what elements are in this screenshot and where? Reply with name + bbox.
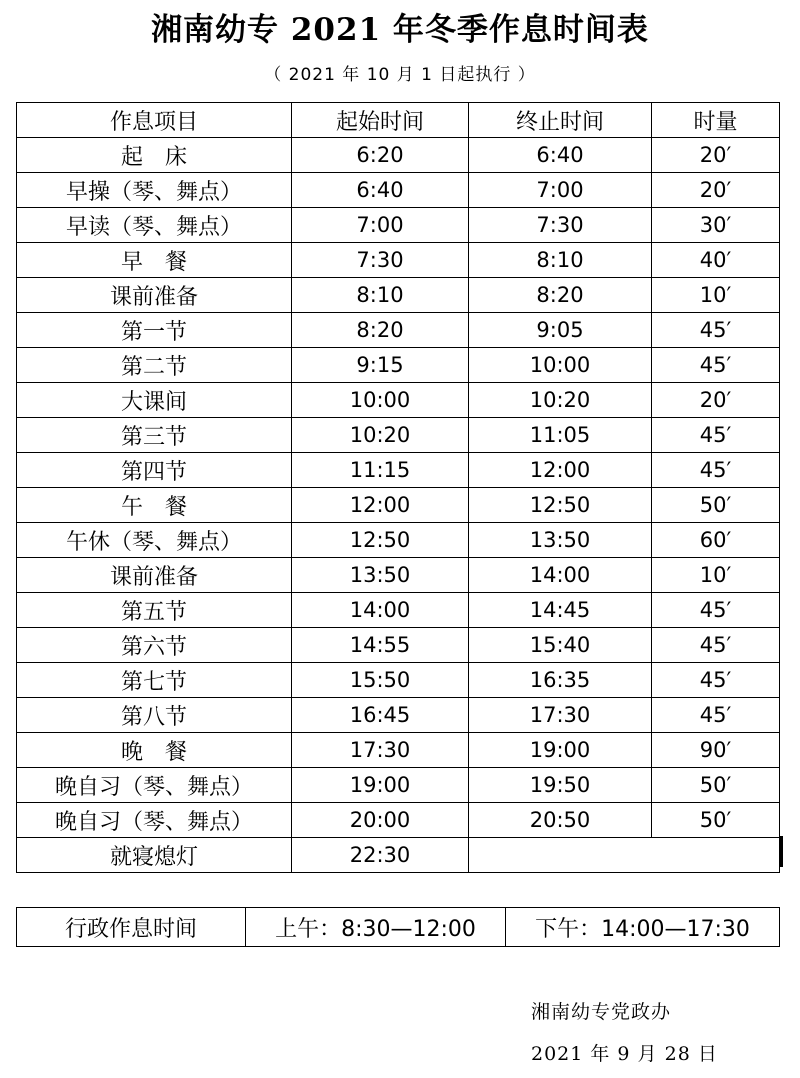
cell-duration: 45′ (652, 348, 780, 383)
cell-duration: 30′ (652, 208, 780, 243)
cell-start: 19:00 (292, 768, 469, 803)
header-item: 作息项目 (17, 103, 292, 138)
cell-end: 6:40 (469, 138, 652, 173)
cell-item: 晚自习（琴、舞点） (17, 803, 292, 838)
cell-end: 9:05 (469, 313, 652, 348)
cell-end: 16:35 (469, 663, 652, 698)
cell-item: 课前准备 (17, 278, 292, 313)
table-row (17, 698, 780, 733)
cell-start: 16:45 (292, 698, 469, 733)
table-row (17, 418, 780, 453)
cell-duration: 20′ (652, 138, 780, 173)
cell-end: 17:30 (469, 698, 652, 733)
admin-row (17, 908, 780, 947)
table-row (17, 628, 780, 663)
table-row (17, 278, 780, 313)
cell-item: 第三节 (17, 418, 292, 453)
page-title: 湘南幼专 2021 年冬季作息时间表 (151, 12, 649, 48)
admin-morning: 上午：8:30—12:00 (246, 908, 506, 947)
table-row (17, 803, 780, 838)
cell-end: 11:05 (469, 418, 652, 453)
cell-end: 14:45 (469, 593, 652, 628)
header-row (17, 103, 780, 138)
admin-hours-table (16, 907, 780, 947)
table-row (17, 453, 780, 488)
cell-empty (469, 838, 780, 873)
cell-start: 12:00 (292, 488, 469, 523)
cell-item: 课前准备 (17, 558, 292, 593)
cell-end: 13:50 (469, 523, 652, 558)
cell-item: 早读（琴、舞点） (17, 208, 292, 243)
table-row (17, 173, 780, 208)
table-row (17, 348, 780, 383)
table-row (17, 313, 780, 348)
table-row (17, 208, 780, 243)
cell-duration: 10′ (652, 558, 780, 593)
cell-end: 7:00 (469, 173, 652, 208)
header-end: 终止时间 (469, 103, 652, 138)
cell-end: 19:00 (469, 733, 652, 768)
cell-end: 19:50 (469, 768, 652, 803)
cell-start: 22:30 (292, 838, 469, 873)
cell-end: 14:00 (469, 558, 652, 593)
cell-start: 14:00 (292, 593, 469, 628)
table-row (17, 243, 780, 278)
cell-duration: 20′ (652, 383, 780, 418)
cell-duration: 45′ (652, 698, 780, 733)
cell-duration: 45′ (652, 628, 780, 663)
table-row (17, 488, 780, 523)
cell-item: 早操（琴、舞点） (17, 173, 292, 208)
cell-duration: 50′ (652, 803, 780, 838)
cell-duration: 60′ (652, 523, 780, 558)
table-row (17, 523, 780, 558)
header-duration: 时量 (652, 103, 780, 138)
cell-duration: 50′ (652, 488, 780, 523)
cell-start: 8:10 (292, 278, 469, 313)
cell-duration: 20′ (652, 173, 780, 208)
cell-item: 大课间 (17, 383, 292, 418)
cell-item: 第四节 (17, 453, 292, 488)
cell-start: 7:00 (292, 208, 469, 243)
cell-duration: 10′ (652, 278, 780, 313)
cell-item: 午休（琴、舞点） (17, 523, 292, 558)
cell-item: 第七节 (17, 663, 292, 698)
cell-start: 17:30 (292, 733, 469, 768)
cell-end: 7:30 (469, 208, 652, 243)
cell-start: 10:20 (292, 418, 469, 453)
cell-item: 晚 餐 (17, 733, 292, 768)
cell-item: 早 餐 (17, 243, 292, 278)
cell-start: 6:40 (292, 173, 469, 208)
admin-label: 行政作息时间 (17, 908, 246, 947)
cell-item: 第六节 (17, 628, 292, 663)
cell-item: 第五节 (17, 593, 292, 628)
cell-item: 午 餐 (17, 488, 292, 523)
cell-start: 6:20 (292, 138, 469, 173)
table-row (17, 138, 780, 173)
cell-start: 11:15 (292, 453, 469, 488)
cell-start: 10:00 (292, 383, 469, 418)
table-row (17, 663, 780, 698)
page-subtitle: （ 2021 年 10 月 1 日起执行 ） (264, 65, 536, 85)
cell-item: 就寝熄灯 (17, 838, 292, 873)
issue-date: 2021 年 9 月 28 日 (531, 1043, 718, 1065)
cell-duration: 45′ (652, 418, 780, 453)
edge-marker (779, 836, 783, 867)
cell-item: 第二节 (17, 348, 292, 383)
cell-item: 晚自习（琴、舞点） (17, 768, 292, 803)
cell-end: 15:40 (469, 628, 652, 663)
table-row (17, 593, 780, 628)
cell-start: 7:30 (292, 243, 469, 278)
cell-start: 13:50 (292, 558, 469, 593)
cell-duration: 45′ (652, 453, 780, 488)
table-row (17, 383, 780, 418)
cell-item: 第八节 (17, 698, 292, 733)
cell-duration: 45′ (652, 663, 780, 698)
cell-item: 起 床 (17, 138, 292, 173)
cell-end: 8:10 (469, 243, 652, 278)
cell-duration: 50′ (652, 768, 780, 803)
cell-duration: 40′ (652, 243, 780, 278)
issuer-signature: 湘南幼专党政办 (531, 1001, 672, 1023)
schedule-table (16, 102, 780, 873)
cell-start: 20:00 (292, 803, 469, 838)
cell-start: 14:55 (292, 628, 469, 663)
cell-start: 9:15 (292, 348, 469, 383)
cell-end: 20:50 (469, 803, 652, 838)
admin-afternoon: 下午：14:00—17:30 (506, 908, 780, 947)
cell-end: 10:20 (469, 383, 652, 418)
cell-duration: 45′ (652, 313, 780, 348)
table-row (17, 558, 780, 593)
table-row (17, 768, 780, 803)
cell-start: 15:50 (292, 663, 469, 698)
cell-end: 10:00 (469, 348, 652, 383)
cell-item: 第一节 (17, 313, 292, 348)
cell-end: 12:00 (469, 453, 652, 488)
cell-duration: 90′ (652, 733, 780, 768)
header-start: 起始时间 (292, 103, 469, 138)
table-row-lights-out (17, 838, 780, 873)
cell-start: 8:20 (292, 313, 469, 348)
cell-end: 12:50 (469, 488, 652, 523)
cell-start: 12:50 (292, 523, 469, 558)
cell-duration: 45′ (652, 593, 780, 628)
table-row (17, 733, 780, 768)
cell-end: 8:20 (469, 278, 652, 313)
